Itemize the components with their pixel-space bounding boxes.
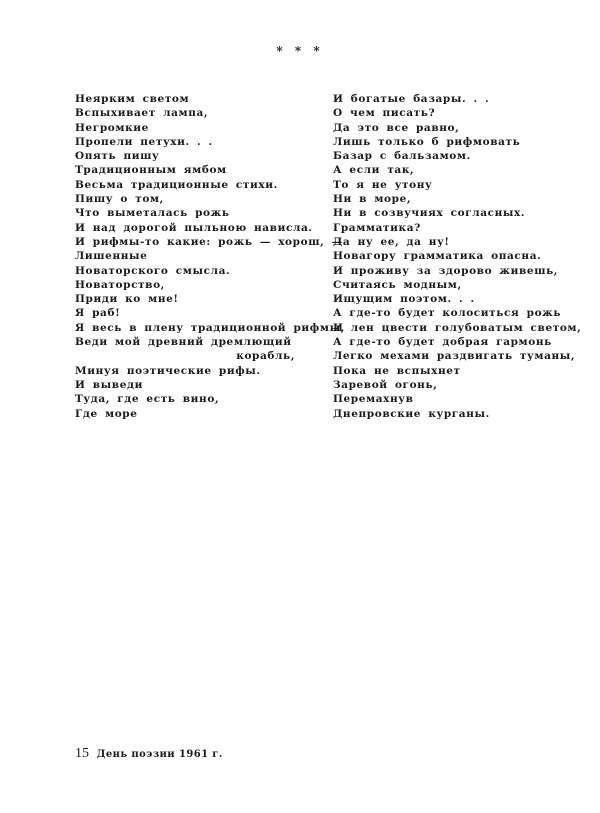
poem-line: Неярким светом [75, 93, 190, 105]
poem-line: Приди ко мне! [75, 293, 179, 306]
poem-line: Новагору грамматика опасна. [333, 250, 542, 263]
poem-line: Легко мехами раздвигать туманы, [333, 350, 576, 363]
poem-line: корабль, [236, 350, 295, 363]
page-number: 15 [75, 746, 89, 761]
poem-line: Где море [75, 407, 138, 420]
poem-line: Считаясь модным, [333, 278, 462, 291]
poem-line: Днепровские курганы. [333, 407, 490, 420]
poem-line: Негромкие [75, 121, 149, 134]
poem-line: И лен цвести голубоватым светом, [333, 321, 582, 334]
poem-line: Ищущим поэтом. . . [333, 293, 475, 306]
poem-line: Весьма традиционные стихи. [75, 178, 278, 191]
running-title: День поэзии 1961 г. [96, 749, 223, 760]
poem-line: И богатые базары. . . [333, 93, 490, 105]
poem-line: Я весь в плену традиционной рифмы, [75, 321, 345, 334]
poem-line: А где-то будет добрая гармонь [333, 336, 552, 349]
poem-line: Традиционным ямбом [75, 164, 227, 177]
page-footer [75, 742, 223, 762]
poem-line: Минуя поэтические рифы. [75, 364, 261, 377]
section-ornament: * * * [276, 44, 324, 58]
poem-right-column [333, 92, 582, 421]
poem-line: Туда, где есть вино, [75, 393, 220, 406]
poem-line: Базар с бальзамом. [333, 150, 471, 163]
poem-line: Опять пишу [75, 150, 160, 163]
poem-line: Ни в созвучиях согласных. [333, 207, 526, 220]
poem-line: То я не утону [333, 178, 433, 191]
poem-line: Пишу о том, [75, 193, 164, 206]
poem-line: Что выметалась рожь [75, 207, 230, 220]
poem-line: Веди мой древний дремлющий [75, 336, 292, 349]
poem-line: Грамматика? [333, 221, 421, 234]
poem-line: Лишенные [75, 250, 148, 263]
poem-line: И рифмы-то какие: рожь — хорош, — [75, 235, 343, 248]
poem-left-column [75, 92, 345, 421]
poem-line: Я раб! [75, 307, 121, 320]
poem-line: Новаторство, [75, 278, 165, 291]
poem-line: И над дорогой пыльною нависла. [75, 221, 313, 234]
poem-line: Заревой огонь, [333, 378, 438, 391]
poem-line: Перемахнув [333, 393, 414, 406]
poem-line: Пропели петухи. . . [75, 135, 213, 148]
poem-line: Новаторского смысла. [75, 264, 231, 277]
poem-line: Да ну ее, да ну! [333, 235, 450, 248]
poem-line: А где-то будет колоситься рожь [333, 307, 562, 320]
poem-line: И выведи [75, 378, 143, 391]
poem-line: И проживу за здорово живешь, [333, 264, 559, 277]
poem-line: Лишь только б рифмовать [333, 135, 521, 148]
poem-line: Пока не вспыхнет [333, 364, 461, 377]
poem-line: А если так, [333, 164, 415, 177]
poem-line: Ни в море, [333, 193, 412, 206]
poem-line: Вспыхивает лампа, [75, 107, 209, 120]
poem-line: Да это все равно, [333, 121, 460, 134]
poem-line: О чем писать? [333, 107, 436, 120]
